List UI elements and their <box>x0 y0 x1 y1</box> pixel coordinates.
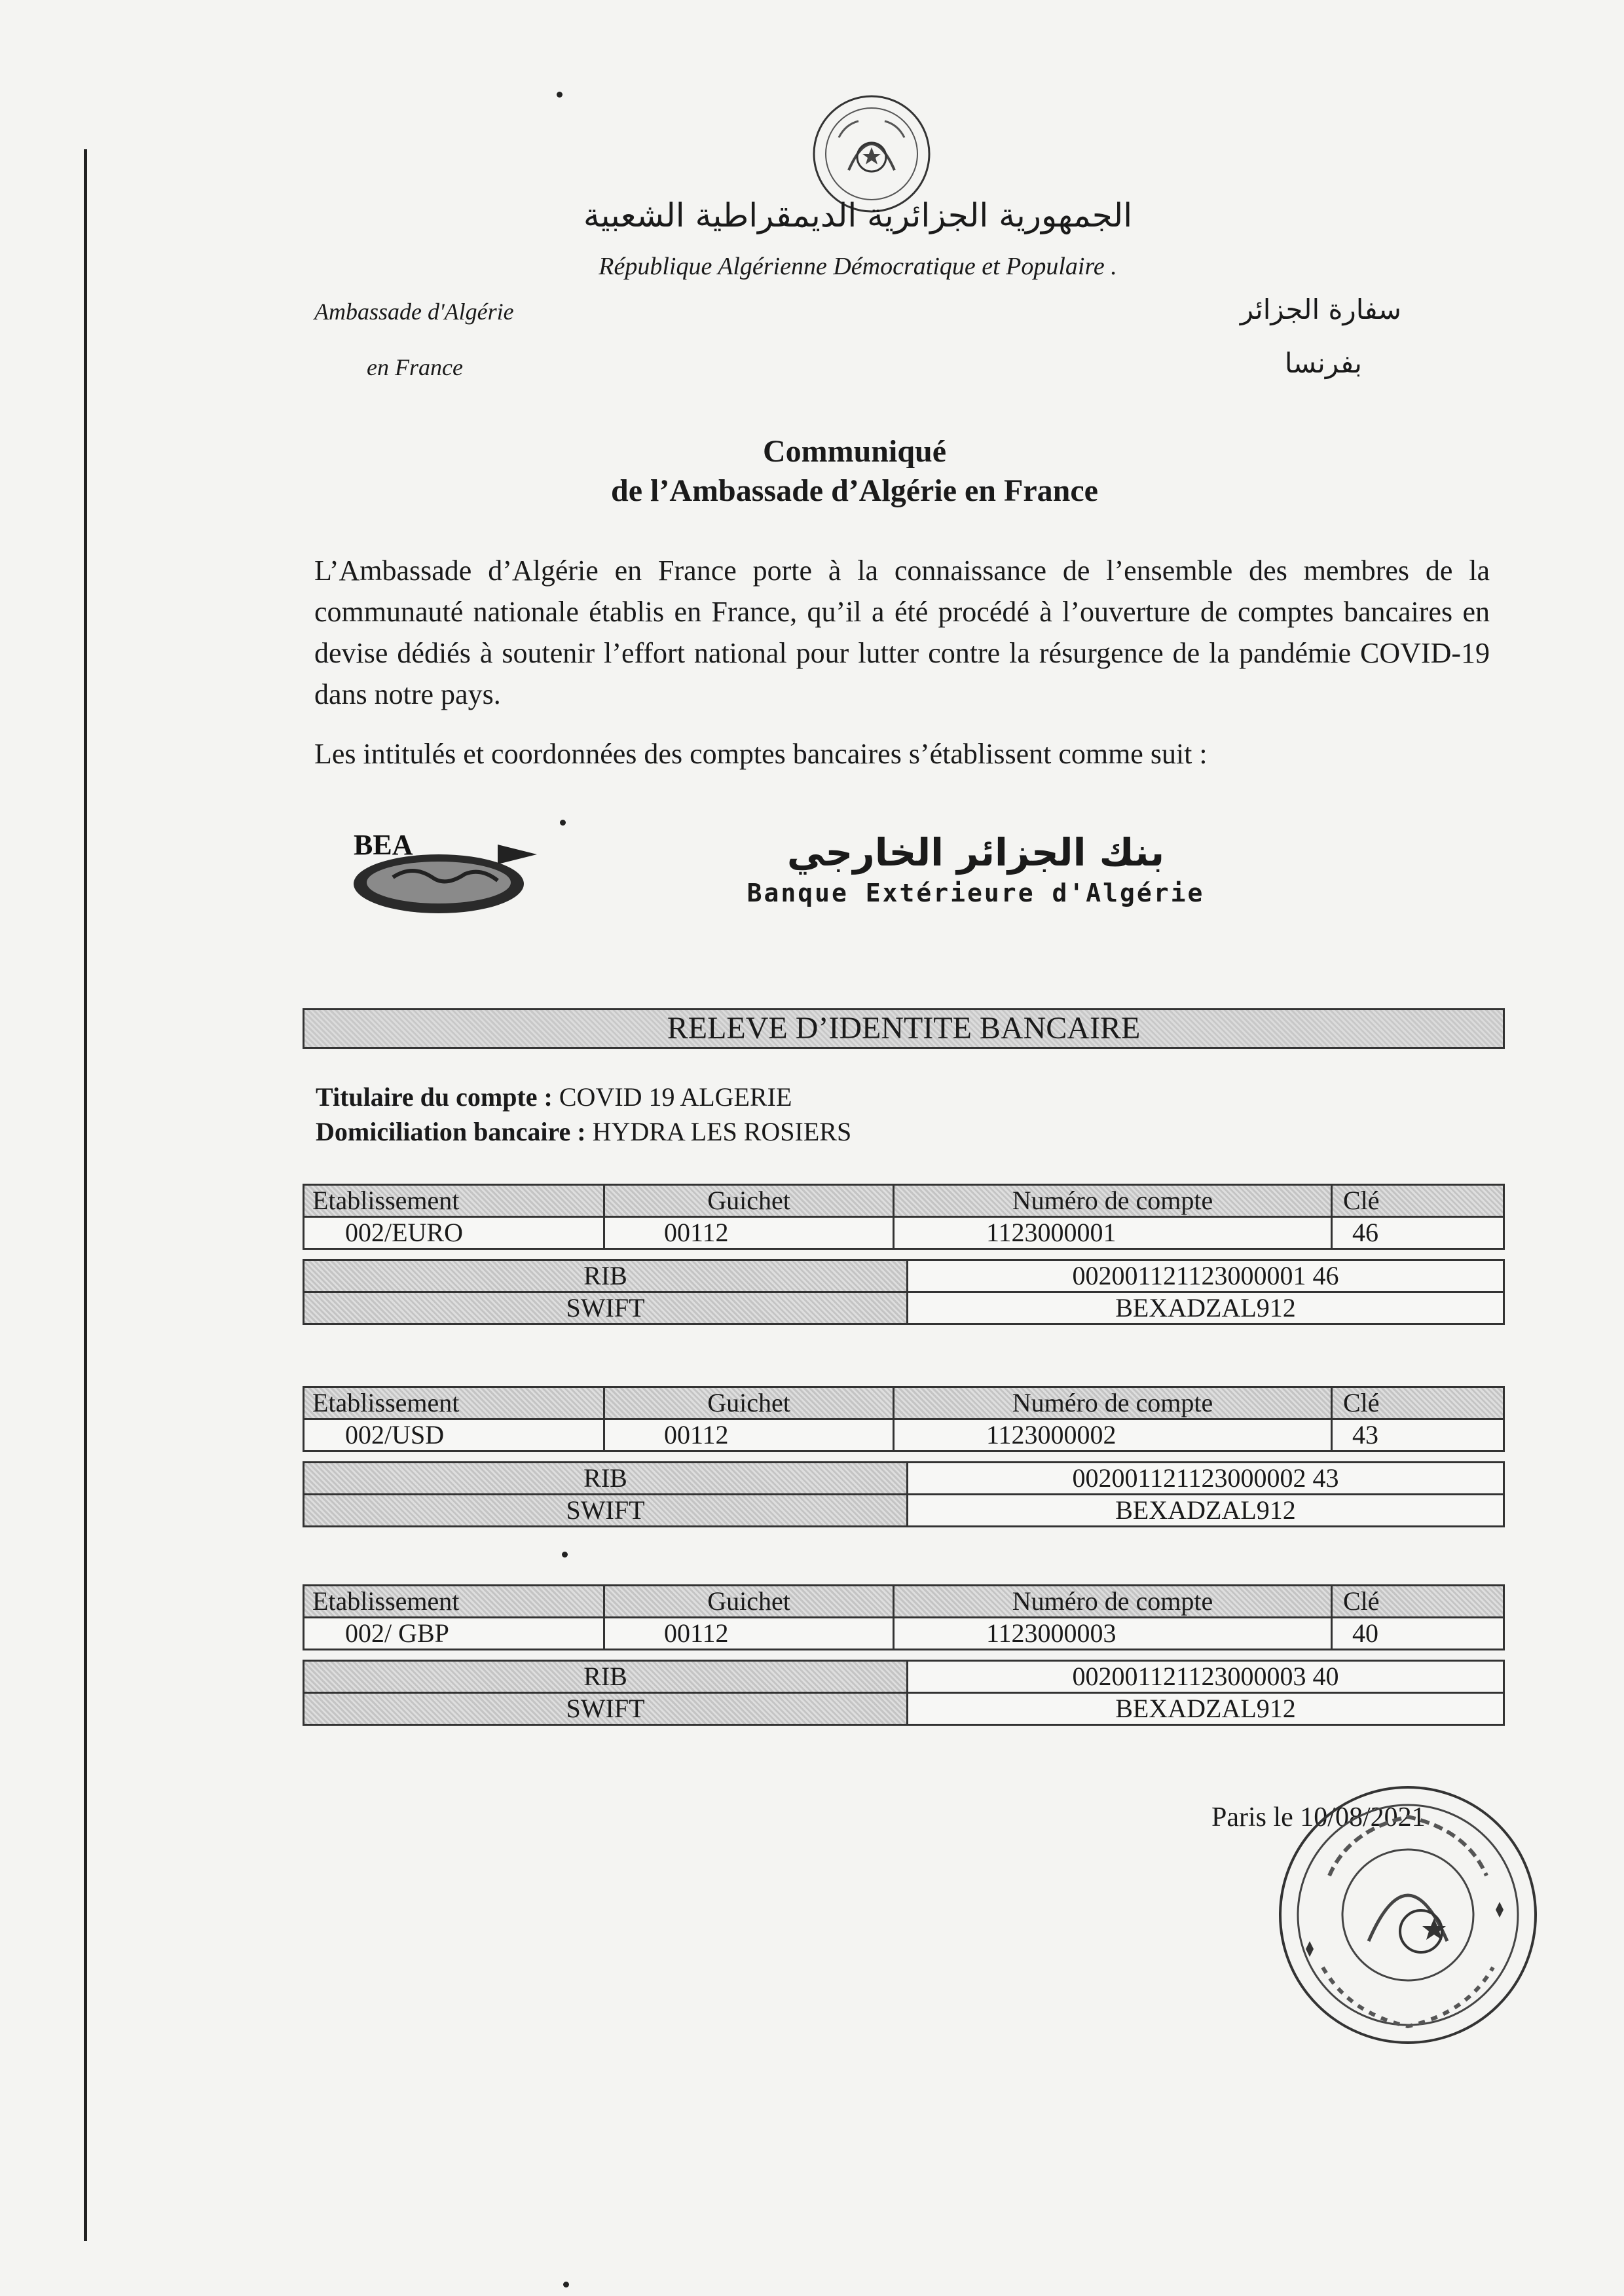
account-values-row <box>303 1216 1505 1250</box>
account-values-row <box>303 1616 1505 1650</box>
etablissement-value: 002/ GBP <box>303 1616 605 1650</box>
swift-row <box>303 1493 1505 1527</box>
account-holder: Titulaire du compte : COVID 19 ALGERIE <box>316 1082 792 1112</box>
swift-row <box>303 1692 1505 1726</box>
rib-row <box>303 1461 1505 1495</box>
embassy-location-french: en France <box>367 354 463 380</box>
title-line-2: de l’Ambassade d’Algérie en France <box>611 473 1098 508</box>
swift-value: BEXADZAL912 <box>906 1493 1505 1527</box>
rib-label: RIB <box>303 1259 908 1293</box>
etablissement-value: 002/EURO <box>303 1216 605 1250</box>
bank-logo-text: BEA <box>354 829 413 861</box>
bank-name-arabic: بنك الجزائر الخارجي <box>786 830 1165 875</box>
page-title <box>314 432 1395 511</box>
numero-value: 1123000001 <box>893 1216 1333 1250</box>
scan-speck <box>563 2282 569 2287</box>
rib-label: RIB <box>303 1461 908 1495</box>
domiciliation-label: Domiciliation bancaire <box>316 1117 571 1146</box>
scan-speck <box>562 1552 568 1558</box>
rib-value: 002001121123000001 46 <box>906 1259 1505 1293</box>
title-line-1: Communiqué <box>762 434 947 469</box>
rib-value: 002001121123000002 43 <box>906 1461 1505 1495</box>
rib-row <box>303 1660 1505 1694</box>
scan-speck <box>557 92 563 98</box>
guichet-value: 00112 <box>603 1418 895 1452</box>
header-numero: Numéro de compte <box>893 1386 1333 1420</box>
intro-paragraph: L’Ambassade d’Algérie en France porte à la connaissance de l’ensemble des membres de la communauté nationale établis en France, qu’il a été procédé à l’ouverture de comptes bancaires en devise dédiés à soutenir l’effort national pour lutter contre la résurgence de la pandémie COVID-19 dans notre pays. <box>314 555 1490 710</box>
header-guichet: Guichet <box>603 1184 895 1218</box>
header-cle: Clé <box>1331 1584 1505 1618</box>
account-header-row <box>303 1584 1505 1618</box>
header-numero: Numéro de compte <box>893 1184 1333 1218</box>
header-etablissement: Etablissement <box>303 1584 605 1618</box>
swift-row <box>303 1291 1505 1325</box>
account-header-row <box>303 1386 1505 1420</box>
republic-name-french: République Algérienne Démocratique et Populaire . <box>599 253 1117 280</box>
guichet-value: 00112 <box>603 1216 895 1250</box>
embassy-location-arabic: بفرنسا <box>1284 347 1362 379</box>
swift-value: BEXADZAL912 <box>906 1692 1505 1726</box>
header-etablissement: Etablissement <box>303 1386 605 1420</box>
rib-row <box>303 1259 1505 1293</box>
header-cle: Clé <box>1331 1386 1505 1420</box>
header-etablissement: Etablissement <box>303 1184 605 1218</box>
etablissement-value: 002/USD <box>303 1418 605 1452</box>
domiciliation-value: HYDRA LES ROSIERS <box>592 1117 852 1146</box>
header-cle: Clé <box>1331 1184 1505 1218</box>
place-and-date: Paris le 10/08/2021 <box>1211 1802 1426 1832</box>
numero-value: 1123000003 <box>893 1616 1333 1650</box>
swift-label: SWIFT <box>303 1291 908 1325</box>
bank-domiciliation: Domiciliation bancaire : HYDRA LES ROSIERS <box>316 1117 852 1146</box>
cle-value: 43 <box>1331 1418 1505 1452</box>
bank-logo-icon <box>341 825 602 917</box>
embassy-name-french: Ambassade d'Algérie <box>314 299 514 325</box>
guichet-value: 00112 <box>603 1616 895 1650</box>
cle-value: 46 <box>1331 1216 1505 1250</box>
account-header-row <box>303 1184 1505 1218</box>
swift-value: BEXADZAL912 <box>906 1291 1505 1325</box>
rib-value: 002001121123000003 40 <box>906 1660 1505 1694</box>
numero-value: 1123000002 <box>893 1418 1333 1452</box>
header-guichet: Guichet <box>603 1584 895 1618</box>
swift-label: SWIFT <box>303 1493 908 1527</box>
rib-banner: RELEVE D’IDENTITE BANCAIRE <box>303 1008 1505 1049</box>
cle-value: 40 <box>1331 1616 1505 1650</box>
account-holder-label: Titulaire du compte <box>316 1082 538 1112</box>
embassy-name-arabic: سفارة الجزائر <box>1240 293 1401 325</box>
header-guichet: Guichet <box>603 1386 895 1420</box>
account-holder-value: COVID 19 ALGERIE <box>559 1082 792 1112</box>
accounts-intro-paragraph: Les intitulés et coordonnées des comptes bancaires s’établissent comme suit : <box>314 738 1208 770</box>
rib-label: RIB <box>303 1660 908 1694</box>
swift-label: SWIFT <box>303 1692 908 1726</box>
republic-name-arabic: الجمهورية الجزائرية الديمقراطية الشعبية <box>583 196 1133 234</box>
header-numero: Numéro de compte <box>893 1584 1333 1618</box>
scan-margin-line <box>84 149 87 2241</box>
account-values-row <box>303 1418 1505 1452</box>
bank-name-french: Banque Extérieure d'Algérie <box>747 879 1205 907</box>
embassy-seal-stamp-icon <box>1270 1777 1545 2052</box>
